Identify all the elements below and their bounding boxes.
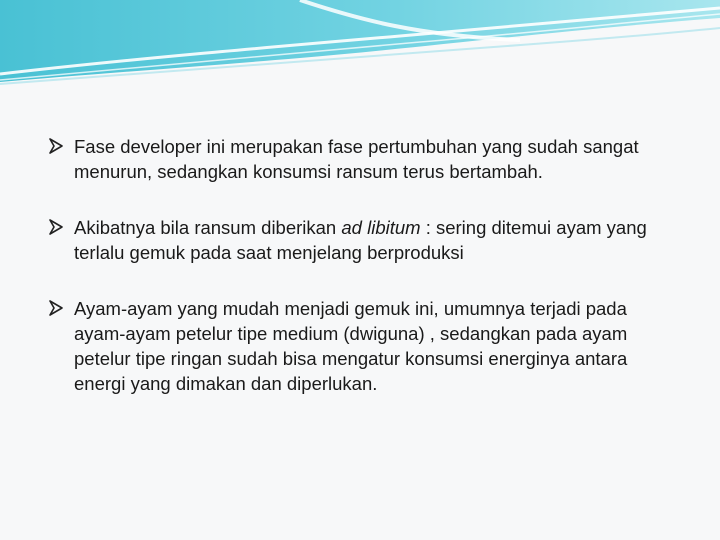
bullet-2-continuation: terlalu gemuk pada saat menjelang berproduksi [74, 242, 464, 263]
arrowhead-bullet-icon [48, 138, 64, 154]
arrowhead-bullet-icon [48, 300, 64, 316]
arrowhead-bullet-icon [48, 219, 64, 235]
bullet-3-line-3: petelur tipe ringan sudah bisa mengatur konsumsi energinya antara [74, 348, 628, 369]
bullet-3-line-1: Ayam-ayam yang mudah menjadi gemuk ini, umumnya terjadi pada [74, 298, 627, 319]
bullet-1-continuation: menurun, sedangkan konsumsi ransum terus bertambah. [74, 161, 543, 182]
slide-content [48, 134, 698, 396]
header-banner [0, 0, 720, 90]
bullet-2-italic-term: ad libitum [341, 217, 421, 238]
bullet-2-line-1 [74, 215, 698, 240]
bullet-item-2 [48, 215, 698, 265]
bullet-2-text-after: : sering ditemui ayam yang [420, 217, 647, 238]
bullet-3-line-4: energi yang dimakan dan diperlukan. [74, 373, 378, 394]
bullet-3-line-2: ayam-ayam petelur tipe medium (dwiguna) , sedangkan pada ayam [74, 323, 628, 344]
bullet-1-line-1: Fase developer ini merupakan fase pertumbuhan yang sudah sangat [74, 136, 639, 157]
bullet-item-1 [48, 134, 698, 184]
bullet-2-text-before: Akibatnya bila ransum diberikan [74, 217, 342, 238]
bullet-item-3 [48, 296, 698, 396]
